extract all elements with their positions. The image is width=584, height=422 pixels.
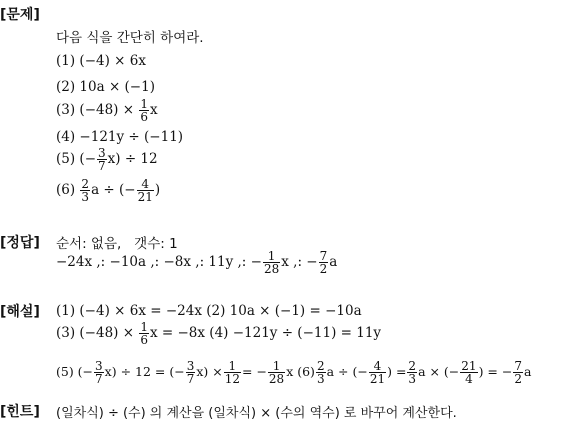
- numerator: 1: [140, 97, 148, 111]
- hint-header: [힌트]: [0, 404, 40, 420]
- explanation-row-2: [56, 321, 381, 346]
- item-expression: (−4) × 6x: [79, 53, 146, 69]
- fraction: [224, 360, 241, 385]
- fraction: [186, 360, 196, 385]
- fraction: [263, 250, 280, 275]
- numerator: 1: [140, 320, 148, 334]
- numerator: 4: [369, 360, 386, 373]
- explanation-row-1: (1) (−4) × 6x = −24x (2) 10a × (−1) = −10a: [56, 303, 362, 319]
- fraction: [137, 178, 154, 203]
- denominator: 3: [408, 372, 417, 386]
- fraction: [139, 321, 149, 346]
- item-expression: (−: [79, 151, 97, 167]
- explanation-header: [해설]: [0, 304, 40, 320]
- denominator: 4: [465, 372, 473, 386]
- item-expression-mid: a ÷ (−: [91, 182, 136, 198]
- answer-header: [정답]: [0, 235, 40, 251]
- explanation-text: ) = −: [478, 364, 513, 379]
- problem-item-1: [56, 53, 146, 69]
- denominator: 12: [224, 372, 240, 386]
- denominator: 3: [316, 372, 325, 386]
- item-number: (4): [56, 129, 76, 145]
- fraction: [369, 360, 386, 385]
- denominator: 21: [369, 372, 386, 386]
- problem-item-3: [56, 98, 158, 123]
- problem-item-6: [56, 178, 160, 203]
- item-expression: 10a × (−1): [79, 79, 155, 95]
- problem-item-4: [56, 129, 183, 145]
- item-number: (5): [56, 151, 76, 167]
- numerator: 3: [98, 146, 106, 160]
- numerator: 7: [319, 249, 328, 263]
- numerator: 4: [137, 178, 154, 191]
- item-expression-tail: x: [150, 102, 158, 118]
- numerator: 3: [186, 359, 195, 373]
- fraction: [139, 98, 149, 123]
- fraction: [460, 360, 477, 385]
- denominator: 2: [514, 372, 522, 386]
- denominator: 7: [186, 372, 195, 386]
- numerator: 7: [514, 359, 522, 373]
- denominator: 21: [137, 190, 153, 204]
- item-number: (2): [56, 79, 76, 95]
- item-number: (3): [56, 102, 76, 118]
- explanation-text: x) ×: [196, 364, 223, 379]
- explanation-text: x = −8x (4) −121y ÷ (−11) = 11y: [149, 325, 382, 341]
- fraction: [513, 360, 523, 385]
- numerator: 1: [224, 360, 241, 373]
- fraction: [268, 360, 285, 385]
- answer-summary: 순서: 없음, 갯수: 1: [56, 236, 178, 252]
- item-number: (6): [56, 182, 76, 198]
- problem-instruction: 다음 식을 간단히 하여라.: [56, 30, 204, 46]
- answer-values: [56, 250, 337, 275]
- explanation-text: a ÷ (−: [326, 364, 368, 379]
- denominator: 28: [268, 372, 285, 386]
- explanation-text: ) =: [387, 364, 407, 379]
- numerator: 2: [81, 177, 90, 191]
- answer-text: −24x ,: −10a ,: −8x ,: 11y ,: −: [56, 254, 262, 270]
- item-expression: (−48) ×: [79, 102, 135, 118]
- problem-item-2: [56, 79, 155, 95]
- problem-header: [문제]: [0, 7, 40, 23]
- explanation-text: x) ÷ 12 = (−: [104, 364, 185, 379]
- item-expression-tail: x) ÷ 12: [107, 151, 158, 167]
- explanation-text: (5) (−: [56, 364, 94, 379]
- fraction: [97, 147, 107, 172]
- fraction: [80, 178, 90, 203]
- numerator: 3: [95, 359, 103, 373]
- item-expression-tail: ): [154, 182, 161, 198]
- explanation-text: a × (−: [418, 364, 460, 379]
- item-expression: −121y ÷ (−11): [79, 129, 184, 145]
- denominator: 6: [140, 333, 148, 347]
- denominator: 7: [95, 372, 103, 386]
- numerator: 2: [408, 359, 417, 373]
- numerator: 1: [263, 250, 280, 263]
- fraction: [319, 250, 329, 275]
- answer-text: x ,: −: [281, 254, 318, 270]
- fraction: [407, 360, 417, 385]
- hint-text: (일차식) ÷ (수) 의 계산을 (일차식) × (수의 역수) 로 바꾸어 계산한다.: [56, 406, 457, 421]
- explanation-text: x (6): [286, 364, 315, 379]
- explanation-text: a: [524, 364, 532, 379]
- denominator: 28: [263, 262, 280, 276]
- problem-item-5: [56, 147, 158, 172]
- item-number: (1): [56, 53, 76, 69]
- numerator: 1: [268, 360, 285, 373]
- answer-text: a: [329, 254, 338, 270]
- numerator: 2: [316, 359, 325, 373]
- denominator: 3: [81, 190, 90, 204]
- denominator: 6: [140, 110, 148, 124]
- numerator: 21: [461, 359, 477, 373]
- fraction: [316, 360, 326, 385]
- fraction: [94, 360, 104, 385]
- explanation-text: = −: [242, 364, 267, 379]
- denominator: 2: [319, 262, 328, 276]
- explanation-row-3: [56, 360, 531, 385]
- denominator: 7: [98, 159, 106, 173]
- explanation-text: (3) (−48) ×: [56, 325, 135, 341]
